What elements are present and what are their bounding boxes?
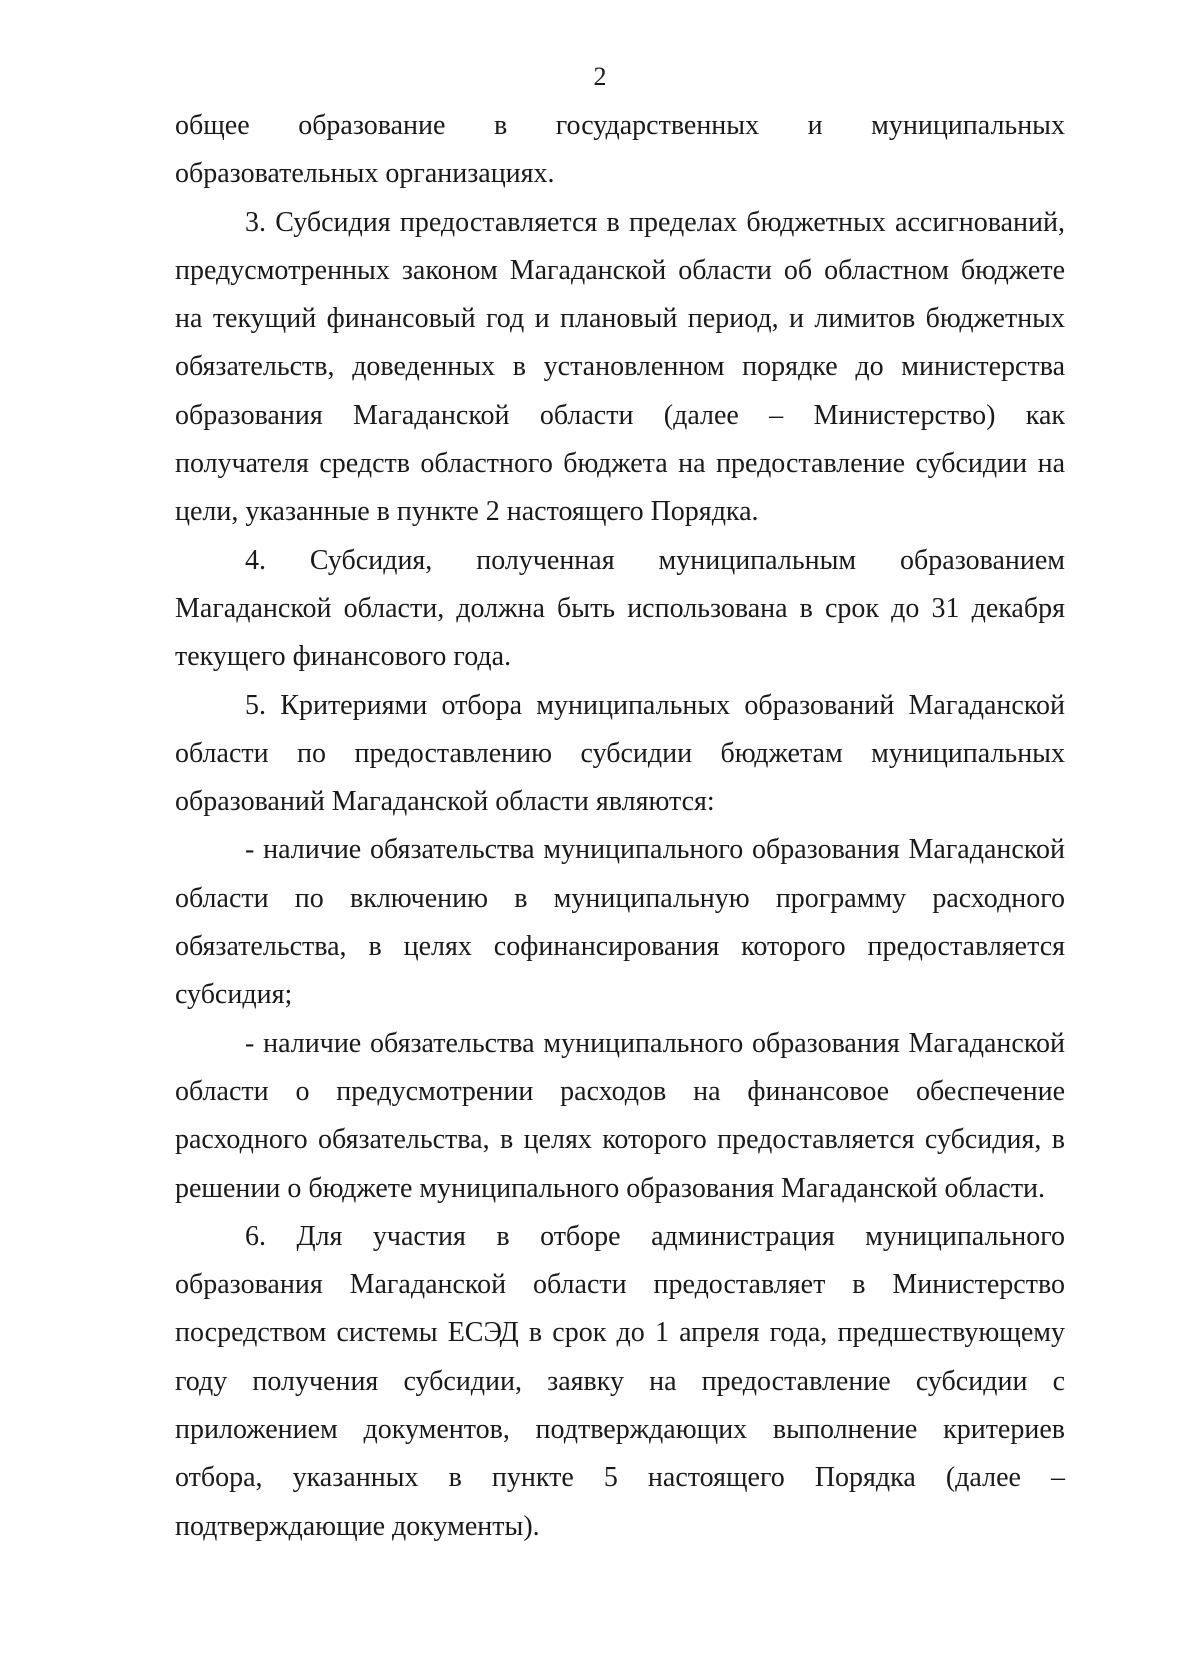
- paragraph-continuation: общее образование в государственных и муниципальных образовательных организациях.: [175, 110, 1065, 190]
- paragraph-item-6: 6. Для участия в отборе администрация муниципального образования Магаданской области предоставляет в Министерство посредством системы ЕСЭД в срок до 1 апреля года, предшествующему году получения субсидии, заявку на предоставление субсидии с приложением документов, подтверждающих выполнение критериев отбора, указанных в пункте 5 настоящего Порядка (далее – подтверждающие документы).: [175, 1220, 1065, 1542]
- criteria-bullet-2: - наличие обязательства муниципального образования Магаданской области о предусмотрении расходов на финансовое обеспечение расходного обязательства, в целях которого предоставляется субсидия, в решении о бюджете муниципального образования Магаданской области.: [175, 1027, 1065, 1204]
- document-body: [175, 102, 1065, 1551]
- criteria-bullet-1: - наличие обязательства муниципального образования Магаданской области по включению в муниципальную программу расходного обязательства, в целях софинансирования которого предоставляется субсидия;: [175, 834, 1065, 1011]
- paragraph-item-5: 5. Критериями отбора муниципальных образований Магаданской области по предоставлению субсидии бюджетам муниципальных образований Магаданской области являются:: [175, 689, 1065, 818]
- paragraph-item-4: 4. Субсидия, полученная муниципальным образованием Магаданской области, должна быть использована в срок до 31 декабря текущего финансового года.: [175, 544, 1065, 673]
- paragraph-item-3: 3. Субсидия предоставляется в пределах бюджетных ассигнований, предусмотренных законом Магаданской области об областном бюджете на текущий финансовый год и плановый период, и лимитов бюджетных обязательств, доведенных в установленном порядке до министерства образования Магаданской области (далее – Министерство) как получателя средств областного бюджета на предоставление субсидии на цели, указанные в пункте 2 настоящего Порядка.: [175, 206, 1065, 528]
- page-number: 2: [593, 62, 607, 91]
